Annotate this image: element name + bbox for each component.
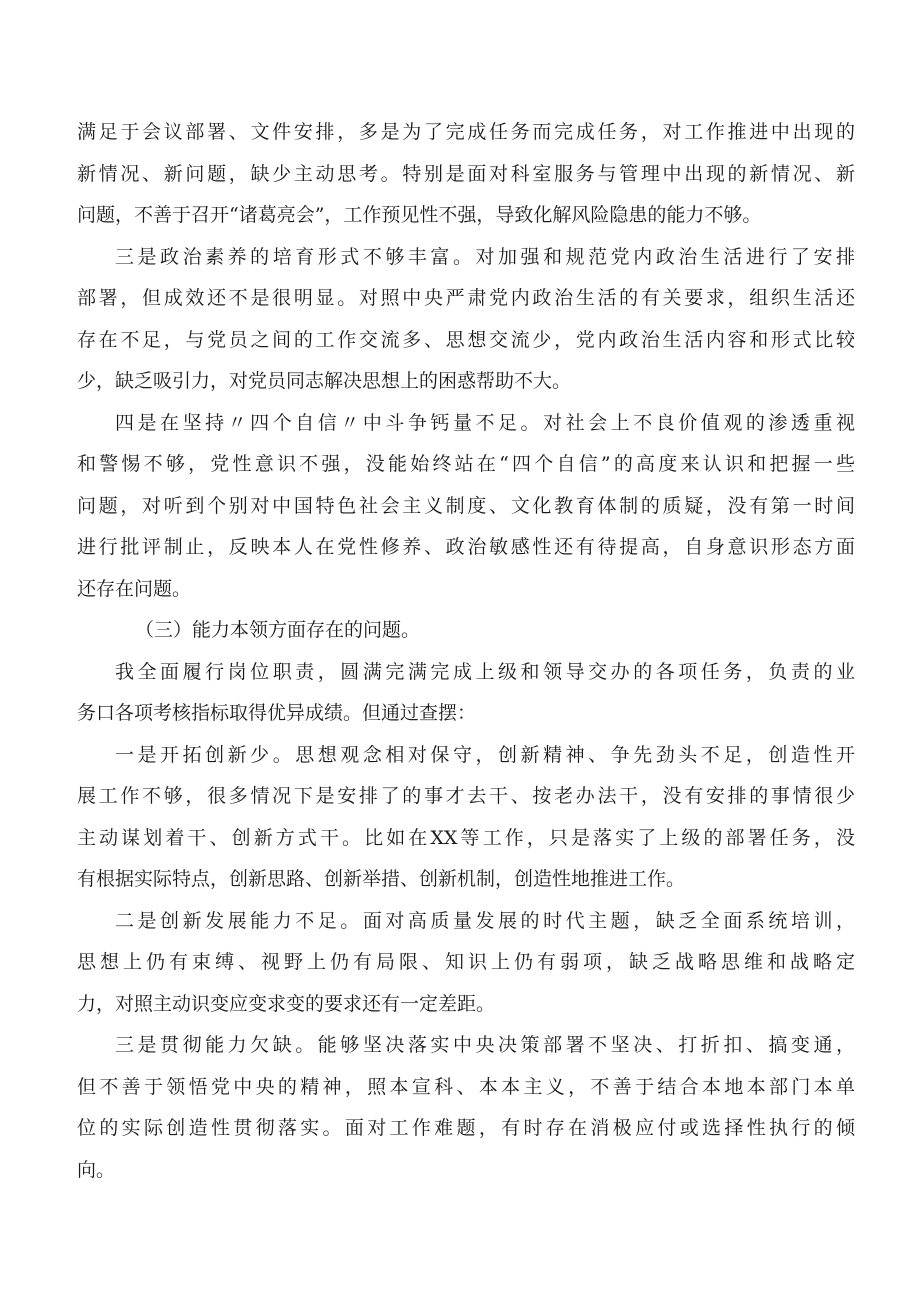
text-line: 思想上仍有束缚、视野上仍有局限、知识上仍有弱项，缺乏战略思维和战略定	[77, 951, 855, 973]
text-line: 部署，但成效还不是很明显。对照中央严肃党内政治生活的有关要求，组织生活还	[77, 287, 855, 309]
text-line: 务口各项考核指标取得优异成绩。但通过查摆：	[77, 702, 477, 724]
text-line: （三）能力本领方面存在的问题。	[135, 619, 421, 641]
text-line: 我全面履行岗位职责，圆满完满完成上级和领导交办的各项任务，负责的业	[115, 660, 855, 683]
text-line: 和警惕不够，党性意识不强，没能始终站在“四个自信”的高度来认识和把握一些	[77, 453, 855, 475]
text-line: 少，缺乏吸引力，对党员同志解决思想上的困惑帮助不大。	[77, 370, 572, 392]
text-line: 存在不足，与党员之间的工作交流多、思想交流少，党内政治生活内容和形式比较	[77, 328, 855, 351]
text-line: 三是政治素养的培育形式不够丰富。对加强和规范党内政治生活进行了安排	[115, 245, 855, 268]
text-line: 展工作不够，很多情况下是安排了的事才去干、按老办法干，没有安排的事情很少	[77, 785, 855, 807]
text-line: 新情况、新问题，缺少主动思考。特别是面对科室服务与管理中出现的新情况、新	[77, 162, 855, 185]
text-line: 有根据实际特点，创新思路、创新举措、创新机制，创造性地推进工作。	[77, 868, 686, 890]
text-line: 三是贯彻能力欠缺。能够坚决落实中央决策部署不坚决、打折扣、搞变通，	[115, 1034, 855, 1056]
text-line: 问题，对听到个别对中国特色社会主义制度、文化教育体制的质疑，没有第一时间	[77, 494, 855, 517]
text-line: 主动谋划着干、创新方式干。比如在XX等工作，只是落实了上级的部署任务，没	[77, 826, 855, 849]
text-line: 问题，不善于召开“诸葛亮会”，工作预见性不强，导致化解风险隐患的能力不够。	[77, 204, 762, 226]
text-line: 一是开拓创新少。思想观念相对保守，创新精神、争先劲头不足，创造性开	[115, 743, 855, 766]
text-line: 进行批评制止，反映本人在党性修养、政治敏感性还有待提高，自身意识形态方面	[77, 536, 855, 558]
text-line: 但不善于领悟党中央的精神，照本宣科、本本主义，不善于结合本地本部门本单	[77, 1075, 855, 1098]
text-line: 还存在问题。	[77, 577, 192, 600]
text-line: 位的实际创造性贯彻落实。面对工作难题，有时存在消极应付或选择性执行的倾	[77, 1117, 855, 1139]
text-line: 向。	[77, 1158, 116, 1181]
document-body	[77, 112, 855, 1191]
text-line: 二是创新发展能力不足。面对高质量发展的时代主题，缺乏全面系统培训，	[115, 909, 855, 932]
text-line: 满足于会议部署、文件安排，多是为了完成任务而完成任务，对工作推进中出现的	[77, 121, 855, 143]
text-line: 力，对照主动识变应变求变的要求还有一定差距。	[77, 992, 496, 1015]
text-line: 四是在坚持〃四个自信〃中斗争钙量不足。对社会上不良价值观的渗透重视	[115, 411, 855, 434]
